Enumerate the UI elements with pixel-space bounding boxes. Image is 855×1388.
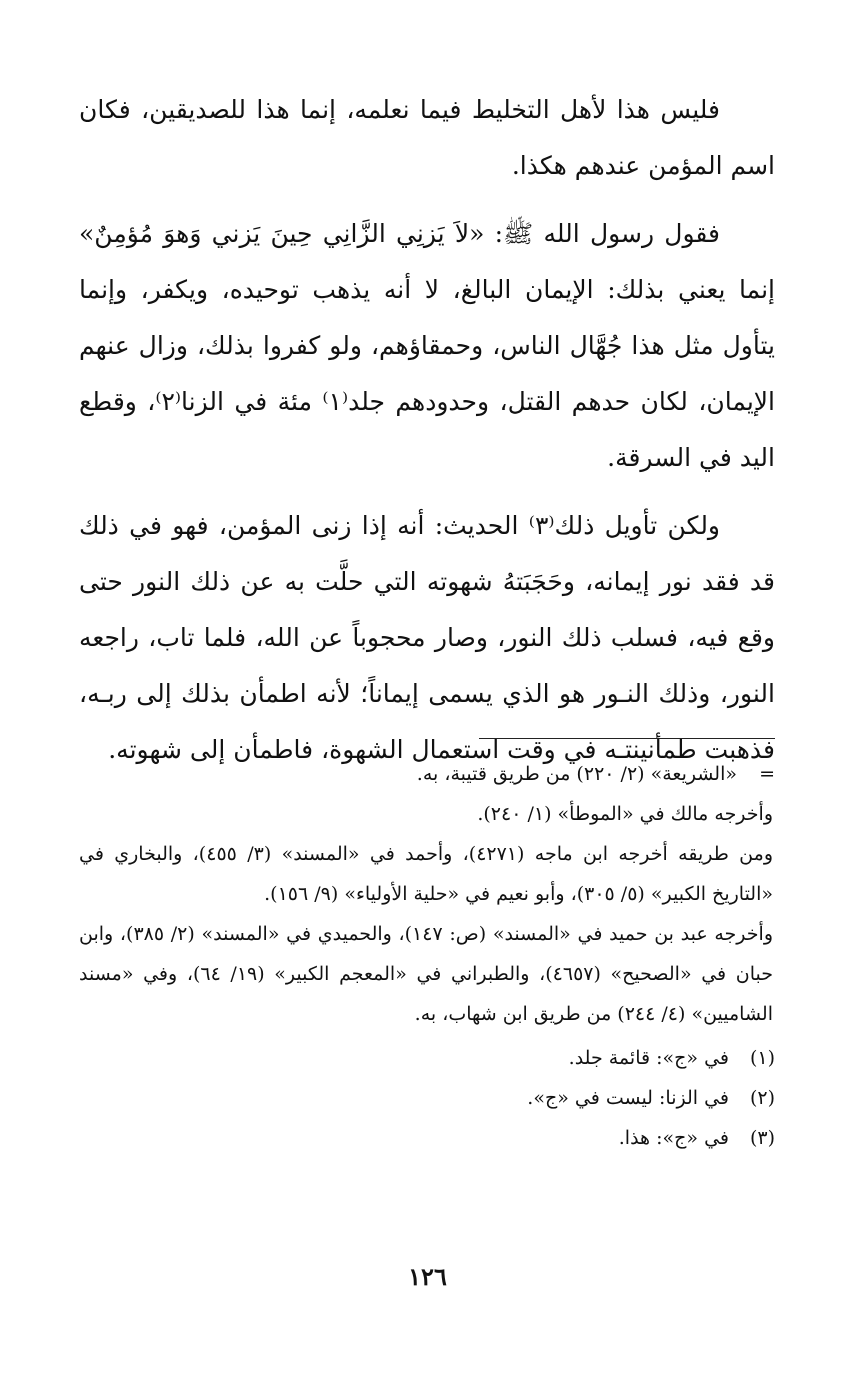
footnote-number: (٢) xyxy=(749,1087,775,1109)
footnote-number: (٣) xyxy=(749,1127,775,1149)
footnote-text: في «ج»: هذا. xyxy=(618,1127,729,1149)
footnote-number: (١) xyxy=(749,1047,775,1069)
footnote-line: «الشريعة» (٢/ ٢٢٠) من طريق قتيبة، به. xyxy=(416,763,737,785)
footnote-line: ومن طريقه أخرجه ابن ماجه (٤٢٧١)، وأحمد في «المسند» (٣/ ٤٥٥)، والبخاري في «التاريخ الكبير» (٥/ ٣٠٥)، وأبو نعيم في «حلية الأولياء» (٩/ ١٥٦). xyxy=(79,843,773,905)
footnote-separator xyxy=(479,738,775,739)
footnote-text: في الزنا: ليست في «ج». xyxy=(527,1087,729,1109)
footnote-line: وأخرجه مالك في «الموطأ» (١/ ٢٤٠). xyxy=(477,803,773,825)
footnote-line: وأخرجه عبد بن حميد في «المسند» (ص: ١٤٧)، والحميدي في «المسند» (٢/ ٣٨٥)، وابن حبان في «الصحيح» (٤٦٥٧)، والطبراني في «المعجم الكبير» (١٩/ ٦٤)، وفي «مسند الشاميين» (٤/ ٢٤٤) من طريق ابن شهاب، به. xyxy=(79,923,773,1025)
footnote-notes xyxy=(79,1038,775,1158)
footnote-text: في «ج»: قائمة جلد. xyxy=(568,1047,729,1069)
main-text xyxy=(79,82,775,778)
footnote-item xyxy=(79,1118,775,1158)
page-number: ١٢٦ xyxy=(408,1262,447,1291)
footnotes xyxy=(79,754,775,1158)
footnote-item xyxy=(79,1078,775,1118)
footnote-continuation xyxy=(79,754,775,1034)
paragraph: فليس هذا لأهل التخليط فيما نعلمه، إنما هذا للصديقين، فكان اسم المؤمن عندهم هكذا. xyxy=(79,95,775,180)
paragraph: فقول رسول الله ﷺ: «لاَ يَزنِي الزَّانِي حِينَ يَزني وَهوَ مُؤمِنٌ» إنما يعني بذلك: الإيمان البالغ، لا أنه يذهب توحيده، ويكفر، وإنما يتأول مثل هذا جُهَّال الناس، وحمقاؤهم، ولو كفروا بذلك، وزال عنهم الإيمان، لكان حدهم القتل، وحدودهم جلد⁽١⁾ مئة في الزنا⁽٢⁾، وقطع اليد في السرقة. xyxy=(79,219,775,472)
footnote-item xyxy=(79,1038,775,1078)
continuation-marker: = xyxy=(759,763,775,785)
paragraph: ولكن تأويل ذلك⁽٣⁾ الحديث: أنه إذا زنى المؤمن، فهو في ذلك قد فقد نور إيمانه، وحَجَبَتهُ شهوته التي حلَّت به عن ذلك النور حتى وقع فيه، فسلب ذلك النور، وصار محجوباً عن الله، فلما تاب، راجعه النور، وذلك النـور هو الذي يسمى إيماناً؛ لأنه اطمأن بذلك إلى ربـه، فذهبت طمأنينتـه في وقت استعمال الشهوة، فاطمأن إلى شهوته. xyxy=(79,511,775,764)
